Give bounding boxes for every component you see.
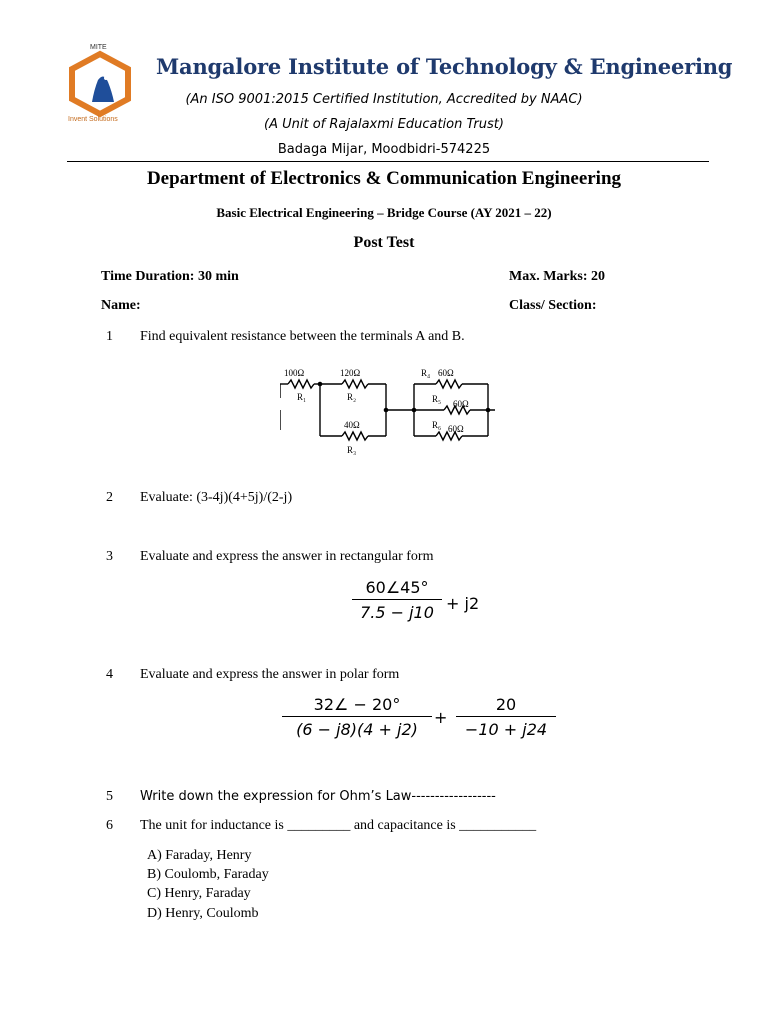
- question-text: Evaluate and express the answer in polar form: [140, 667, 400, 682]
- max-marks: Max. Marks: 20: [509, 269, 606, 284]
- r2-value-label: 120Ω: [340, 368, 361, 378]
- question-text: Evaluate: (3-4j)(4+5j)/(2-j): [140, 490, 293, 505]
- r3-label: R₃: [347, 445, 357, 455]
- r5-value-label: 60Ω: [453, 399, 469, 409]
- r1-label: R₁: [297, 392, 307, 402]
- institute-logo: [60, 44, 140, 126]
- question-text: Write down the expression for Ohm’s Law------------------: [140, 789, 496, 804]
- question-number: 5: [106, 789, 113, 804]
- option-a: A) Faraday, Henry: [147, 848, 252, 863]
- q4-numerator-1: 32∠ − 20°: [313, 695, 401, 714]
- r6-value-label: 60Ω: [448, 424, 464, 434]
- header-divider: [67, 161, 709, 162]
- question-number: 4: [106, 667, 113, 682]
- r4-value-label: 60Ω: [438, 368, 454, 378]
- q4-denominator-2: −10 + j24: [464, 720, 548, 739]
- hexagon-logo-icon: [60, 44, 140, 124]
- option-d: D) Henry, Coulomb: [147, 906, 259, 921]
- q4-numerator-2: 20: [495, 695, 517, 714]
- r4-label: R₄: [421, 368, 431, 378]
- r2-label: R₂: [347, 392, 357, 402]
- logo-top-text: MITE: [90, 44, 107, 51]
- q3-denominator: 7.5 − j10: [360, 603, 434, 622]
- name-field-label: Name:: [101, 298, 141, 313]
- r5-label: R₅: [432, 394, 442, 404]
- q3-fraction: [352, 578, 442, 622]
- question-number: 2: [106, 490, 113, 505]
- q3-numerator: 60∠45°: [365, 578, 429, 597]
- logo-tagline: Invent Solutions: [68, 116, 118, 123]
- course-title: Basic Electrical Engineering – Bridge Course (AY 2021 – 22): [216, 205, 552, 220]
- resistor-circuit-diagram: [280, 364, 495, 459]
- accreditation-line: (An ISO 9001:2015 Certified Institution, Accredited by NAAC): [185, 92, 583, 107]
- q4-fraction-2: [456, 695, 556, 739]
- question-text: Find equivalent resistance between the terminals A and B.: [140, 329, 465, 344]
- question-text: Evaluate and express the answer in rectangular form: [140, 549, 434, 564]
- q3-tail: + j2: [446, 594, 480, 613]
- option-c: C) Henry, Faraday: [147, 886, 251, 901]
- institute-address: Badaga Mijar, Moodbidri-574225: [277, 142, 491, 157]
- institute-name: Mangalore Institute of Technology & Engineering: [156, 54, 733, 79]
- test-title: Post Test: [353, 234, 415, 251]
- trust-line: (A Unit of Rajalaxmi Education Trust): [264, 117, 504, 132]
- class-section-label: Class/ Section:: [509, 298, 597, 313]
- question-number: 1: [106, 329, 113, 344]
- question-number: 3: [106, 549, 113, 564]
- option-b: B) Coulomb, Faraday: [147, 867, 269, 882]
- question-number: 6: [106, 818, 113, 833]
- department-title: Department of Electronics & Communication Engineering: [146, 168, 622, 189]
- q4-plus: +: [434, 708, 448, 727]
- time-duration: Time Duration: 30 min: [101, 269, 239, 284]
- q4-fraction-1: [282, 695, 432, 739]
- r3-value-label: 40Ω: [344, 420, 360, 430]
- question-text: The unit for inductance is _________ and capacitance is ___________: [140, 818, 537, 833]
- q4-denominator-1: (6 − j8)(4 + j2): [296, 720, 418, 739]
- r1-value-label: 100Ω: [284, 368, 305, 378]
- r6-label: R₆: [432, 420, 442, 430]
